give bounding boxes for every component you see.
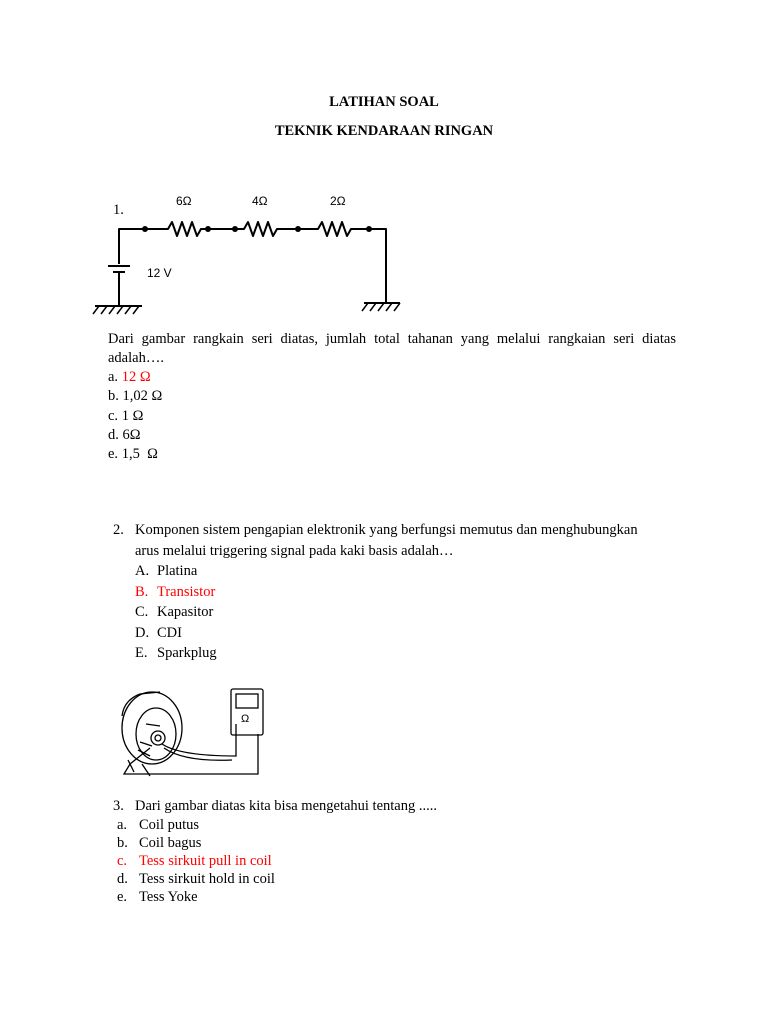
option-1d[interactable]: d. 6Ω bbox=[108, 426, 141, 443]
option-3e[interactable]: e. Tess Yoke bbox=[117, 889, 198, 905]
ohm-symbol: Ω bbox=[241, 713, 250, 725]
option-2b[interactable]: B. Transistor bbox=[135, 583, 216, 600]
question-3 bbox=[113, 797, 673, 906]
resistor-label-1: 6Ω bbox=[176, 194, 192, 208]
circuit-top-wire bbox=[119, 222, 386, 302]
option-1a[interactable]: a. 12 Ω bbox=[108, 369, 151, 385]
page-title: LATIHAN SOAL bbox=[329, 94, 439, 110]
ohmmeter-display bbox=[236, 694, 258, 708]
test-lead-2 bbox=[124, 734, 258, 774]
question-2-line-1: Komponen sistem pengapian elektronik yang berfungsi memutus dan menghubungkan bbox=[135, 522, 638, 538]
option-3d[interactable]: d. Tess sirkuit hold in coil bbox=[117, 871, 275, 887]
option-3b[interactable]: b. Coil bagus bbox=[117, 835, 202, 851]
option-1b[interactable]: b. 1,02 Ω bbox=[108, 388, 163, 405]
test-lead-1 bbox=[162, 724, 236, 756]
option-2e[interactable]: E. Sparkplug bbox=[135, 645, 217, 661]
question-1-options bbox=[108, 368, 162, 464]
option-3c[interactable]: c. Tess sirkuit pull in coil bbox=[117, 853, 272, 869]
option-2c[interactable]: C. Kapasitor bbox=[135, 604, 214, 620]
question-2 bbox=[113, 520, 673, 664]
resistor-label-2: 4Ω bbox=[252, 194, 268, 208]
page-subtitle: TEKNIK KENDARAAN RINGAN bbox=[274, 123, 494, 139]
question-1-number: 1. bbox=[113, 202, 124, 218]
option-2d[interactable]: D. CDI bbox=[135, 624, 182, 641]
question-1-text: Dari gambar rangkain seri diatas, jumlah total tahanan yang melalui rangkaian seri diatas adalah…. bbox=[108, 331, 676, 366]
question-3-number: 3. bbox=[113, 798, 124, 814]
question-3-text: Dari gambar diatas kita bisa mengetahui tentang ..... bbox=[135, 798, 437, 814]
question-2-number: 2. bbox=[113, 522, 124, 538]
option-1e[interactable]: e. 1,5 Ω bbox=[108, 446, 158, 463]
solenoid-terminal bbox=[151, 731, 165, 745]
question-2-line-2: arus melalui triggering signal pada kaki basis adalah… bbox=[135, 542, 454, 559]
option-1c[interactable]: c. 1 Ω bbox=[108, 407, 144, 424]
ohmmeter-body bbox=[231, 689, 263, 735]
resistor-label-3: 2Ω bbox=[330, 194, 346, 208]
option-2a[interactable]: A. Platina bbox=[135, 563, 198, 579]
solenoid-body bbox=[122, 692, 182, 764]
option-3a[interactable]: a. Coil putus bbox=[117, 817, 200, 833]
battery-label: 12 V bbox=[147, 266, 172, 280]
